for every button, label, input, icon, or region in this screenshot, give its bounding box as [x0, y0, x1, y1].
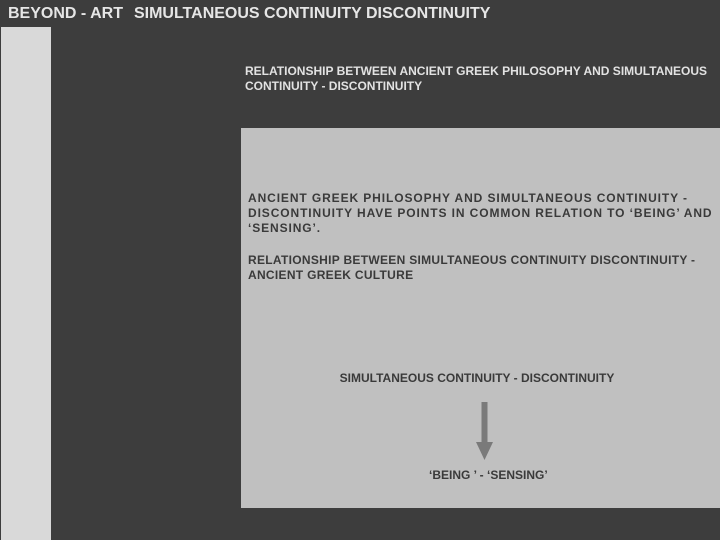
diagram-bottom-label: ‘BEING ’ - ‘SENSING’ [429, 468, 548, 482]
diagram-top-label: SIMULTANEOUS CONTINUITY - DISCONTINUITY [339, 371, 615, 385]
intro-paragraph: ANCIENT GREEK PHILOSOPHY AND SIMULTANEOUS CONTINUITY - DISCONTINUITY HAVE POINTS IN COMMON RELATION TO ‘BEING’ AND ‘SENSING’. [248, 191, 713, 235]
left-sidebar-strip [1, 27, 51, 540]
down-arrow-icon [476, 402, 493, 460]
site-title [8, 5, 490, 23]
section-heading: RELATIONSHIP BETWEEN ANCIENT GREEK PHILOSOPHY AND SIMULTANEOUS CONTINUITY - DISCONTINUITY [245, 64, 708, 93]
brand-title: BEYOND - ART [8, 5, 123, 22]
content-panel [241, 128, 720, 508]
page-title: SIMULTANEOUS CONTINUITY DISCONTINUITY [133, 5, 491, 22]
relationship-paragraph: RELATIONSHIP BETWEEN SIMULTANEOUS CONTINUITY DISCONTINUITY - ANCIENT GREEK CULTURE [248, 253, 696, 282]
